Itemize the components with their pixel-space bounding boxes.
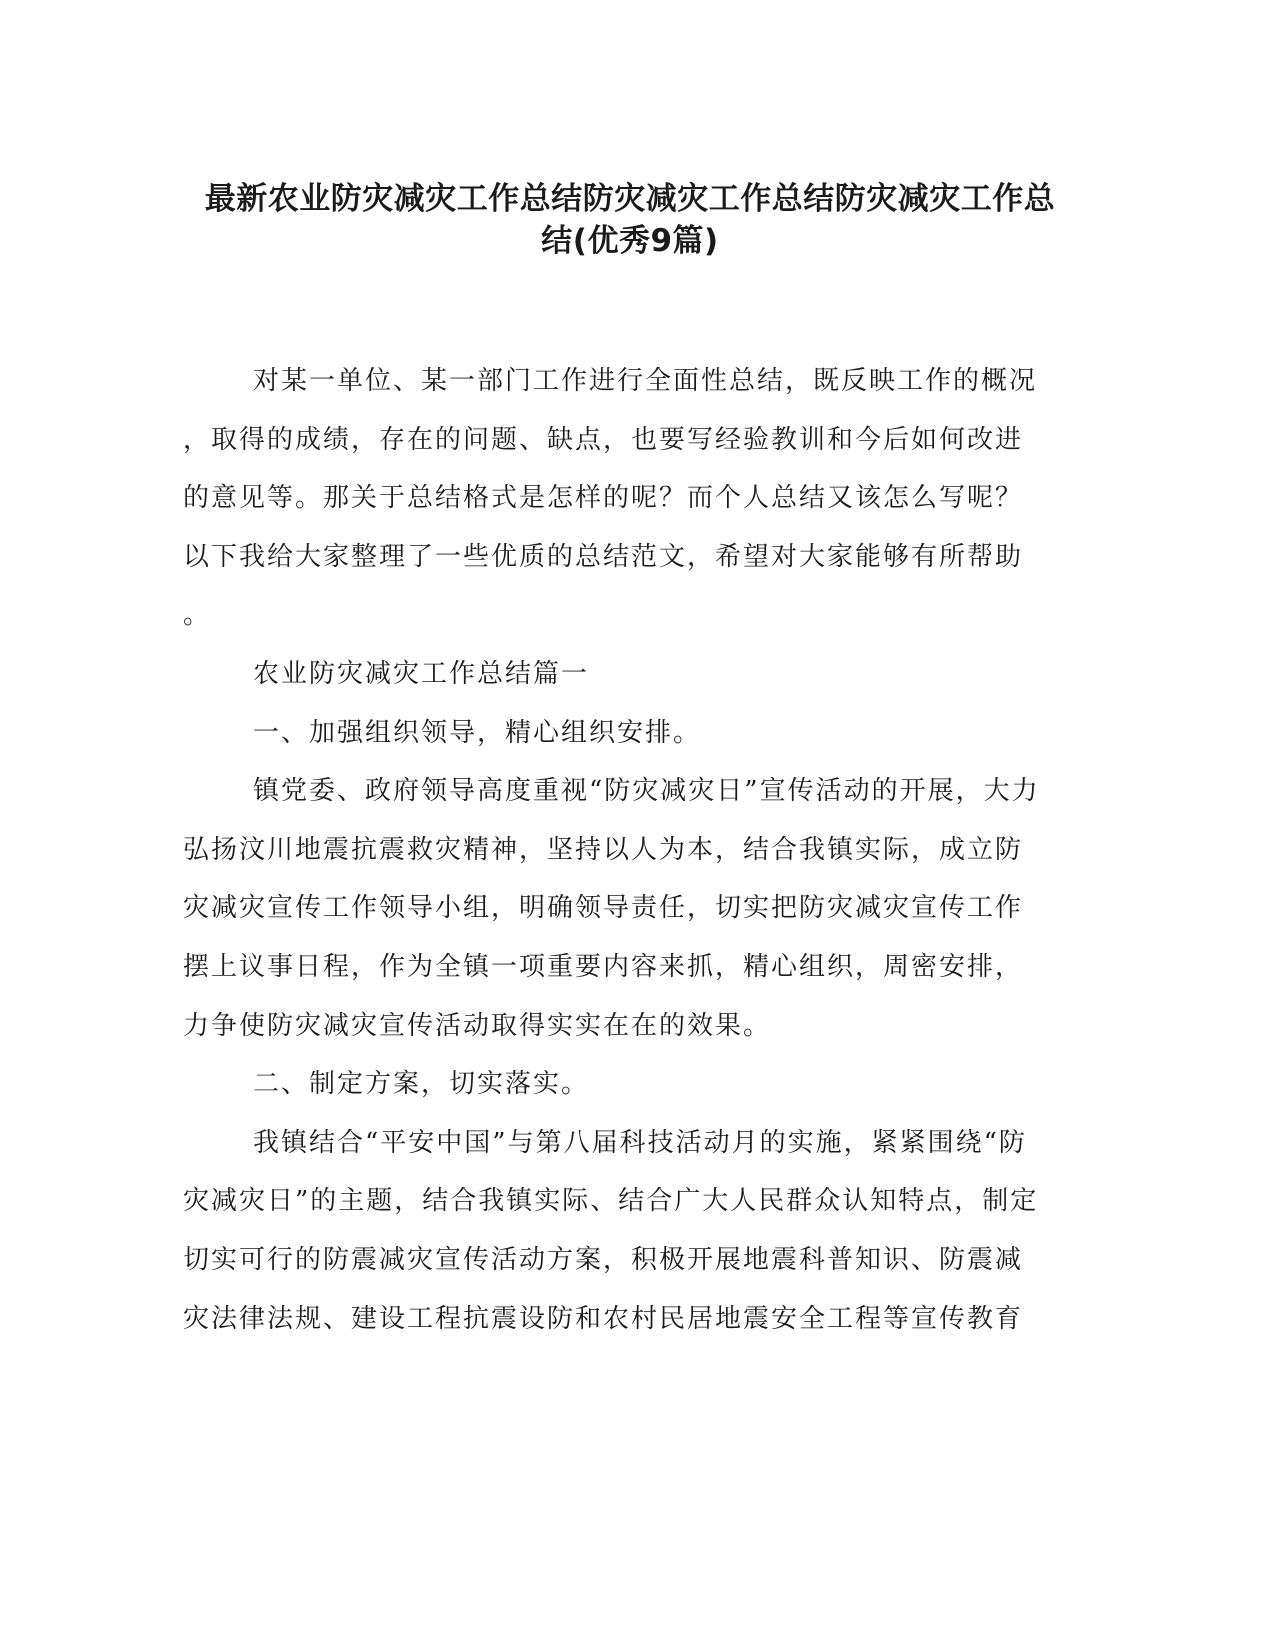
- text-line: 摆上议事日程，作为全镇一项重要内容来抓，精心组织，周密安排，: [183, 951, 1024, 982]
- text-line: ，取得的成绩，存在的问题、缺点，也要写经验教训和今后如何改进: [183, 424, 1024, 455]
- section-title: 农业防灾减灾工作总结篇一: [253, 658, 590, 689]
- text-line: 的意见等。那关于总结格式是怎样的呢？而个人总结又该怎么写呢？: [183, 483, 1024, 514]
- text-line: 我镇结合“平安中国”与第八届科技活动月的实施，紧紧围绕“防: [253, 1127, 1027, 1158]
- document-title: [180, 178, 1080, 262]
- paragraph-one: [183, 762, 1040, 1055]
- text-line: 灾减灾宣传工作领导小组，明确领导责任，切实把防灾减灾宣传工作: [183, 893, 1024, 924]
- text-line: 灾法律法规、建设工程抗震设防和农村民居地震安全工程等宣传教育: [183, 1303, 1024, 1334]
- heading-two: 二、制定方案，切实落实。: [253, 1069, 590, 1100]
- title-line: 结(优秀9篇): [541, 223, 719, 259]
- text-line: 切实可行的防震减灾宣传活动方案，积极开展地震科普知识、防震减: [183, 1244, 1024, 1275]
- text-line: 对某一单位、某一部门工作进行全面性总结，既反映工作的概况: [253, 366, 1038, 396]
- text-line: 弘扬汶川地震抗震救灾精神，坚持以人为本，结合我镇实际，成立防: [183, 834, 1024, 865]
- text-line: 镇党委、政府领导高度重视“防灾减灾日”宣传活动的开展，大力: [253, 776, 1040, 807]
- document-body: [183, 352, 1040, 1348]
- text-line: 力争使防灾减灾宣传活动取得实实在在的效果。: [183, 1010, 772, 1041]
- text-line: 。: [183, 600, 212, 631]
- text-line: 灾减灾日”的主题，结合我镇实际、结合广大人民群众认知特点，制定: [183, 1186, 1039, 1217]
- heading-one: 一、加强组织领导，精心组织安排。: [253, 717, 702, 748]
- paragraph-two: [183, 1114, 1039, 1348]
- title-line: 最新农业防灾减灾工作总结防灾减灾工作总结防灾减灾工作总: [204, 181, 1056, 217]
- text-line: 以下我给大家整理了一些优质的总结范文，希望对大家能够有所帮助: [183, 541, 1024, 572]
- intro-paragraph: [183, 352, 1038, 645]
